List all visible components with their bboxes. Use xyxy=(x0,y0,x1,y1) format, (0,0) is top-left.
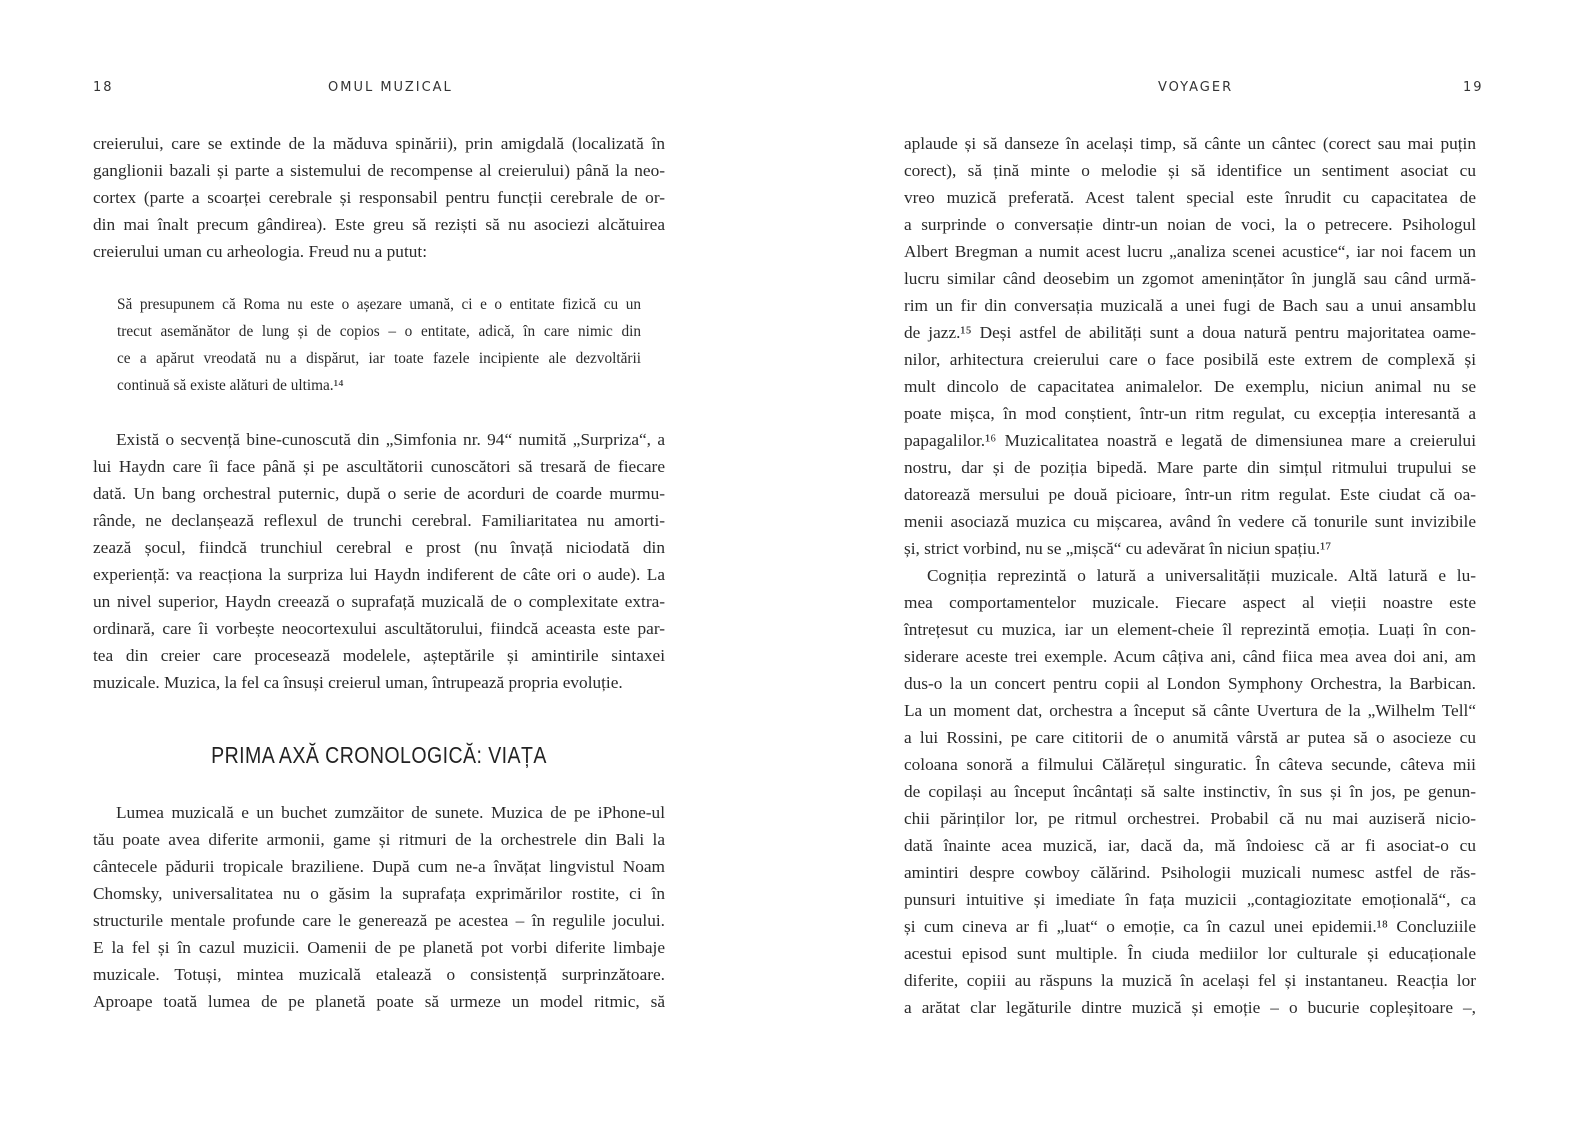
text-line: creierului, care se extinde de la măduva spinării), prin amigdală (localizată în xyxy=(93,134,665,153)
text-line: Lumea muzicală e un buchet zumzăitor de sunete. Muzica de pe iPhone-ul xyxy=(116,803,665,822)
text-line: muzicale. Muzica, la fel ca însuși creierul uman, întrupează propria evoluție. xyxy=(93,673,623,692)
text-line: Să presupunem că Roma nu este o așezare umană, ci e o entitate fizică cu un xyxy=(117,296,641,313)
text-line: corect), să țină minte o melodie și să identifice un sentiment asociat cu xyxy=(904,161,1476,180)
running-head: OMUL MUZICAL xyxy=(328,80,453,95)
text-line: cortex (parte a scoarței cerebrale și responsabil pentru funcții cerebrale de or- xyxy=(93,188,665,207)
text-line: Albert Bregman a numit acest lucru „analiza scenei acustice“, iar noi facem un xyxy=(904,242,1476,261)
text-line: poate mișca, în mod conștient, într-un ritm regulat, cu excepția interesantă a xyxy=(904,404,1476,423)
text-line: cântecele pădurii tropicale braziliene. După cum ne-a învățat lingvistul Noam xyxy=(93,857,665,876)
text-line: tea din creier care procesează modelele, așteptările și amintirile sintaxei xyxy=(93,646,665,665)
text-line: și, strict vorbind, nu se „mișcă“ cu adevărat în niciun spațiu.¹⁷ xyxy=(904,539,1332,558)
text-line: Chomsky, universalitatea nu o găsim la suprafața exprimărilor rostite, ci în xyxy=(93,884,665,903)
text-line: nostru, dar și de poziția bipedă. Mare parte din simțul ritmului trupului se xyxy=(904,458,1476,477)
running-head: VOYAGER xyxy=(1158,80,1234,95)
paragraph xyxy=(93,426,665,696)
text-line: mea comportamentelor muzicale. Fiecare aspect al vieții noastre este xyxy=(904,593,1476,612)
text-line: siderare aceste trei exemple. Acum câțiva ani, când fiica mea avea doi ani, am xyxy=(904,647,1476,666)
text-line: dată. Un bang orchestral puternic, după o serie de acorduri de coarde murmu- xyxy=(93,484,665,503)
text-line: dată înainte acea muzică, iar, dacă da, mă îndoiesc că ar fi asociat-o cu xyxy=(904,836,1476,855)
text-line: coloana sonoră a filmului Călărețul singuratic. În câteva secunde, câteva mii xyxy=(904,755,1476,774)
text-line: rim un fir din conversația muzicală a unei fugi de Bach sau a unui ansamblu xyxy=(904,296,1476,315)
text-line: Cogniția reprezintă o latură a universalității muzicale. Altă latură e lu- xyxy=(927,566,1476,585)
text-line: dus-o la un concert pentru copii al London Symphony Orchestra, la Barbican. xyxy=(904,674,1476,693)
text-line: trecut asemănător de lung și de copios – o entitate, adică, în care nimic din xyxy=(117,323,641,340)
text-line: de copilași au început încântați să salte instinctiv, în sus și în jos, pe genun- xyxy=(904,782,1476,801)
text-line: ce a apărut vreodată nu a dispărut, iar toate fazele incipiente ale dezvoltării xyxy=(117,350,641,367)
text-line: întrețesut cu muzica, iar un element-cheie îl reprezintă emoția. Luați în con- xyxy=(904,620,1476,639)
text-line: un nivel superior, Haydn creează o suprafață muzicală de o complexitate extra- xyxy=(93,592,665,611)
text-line: lui Haydn care îi face până și pe ascultătorii cunoscători să tresară de fiecare xyxy=(93,457,665,476)
page-number: 18 xyxy=(93,80,114,95)
text-line: a arătat clar legăturile dintre muzică și emoție – o bucurie copleșitoare –, xyxy=(904,998,1476,1017)
paragraph xyxy=(904,130,1476,562)
text-line: acestui episod sunt multiple. În ciuda mediilor lor culturale și educaționale xyxy=(904,944,1476,963)
text-line: aplaude și să danseze în același timp, să cânte un cântec (corect sau mai puțin xyxy=(904,134,1476,153)
page-number: 19 xyxy=(1463,80,1484,95)
right-page xyxy=(798,0,1596,1133)
text-line: experiență: va reacționa la surpriza lui Haydn indiferent de câte ori o aude). La xyxy=(93,565,665,584)
text-line: papagalilor.¹⁶ Muzicalitatea noastră e legată de dimensiunea mare a creierului xyxy=(904,431,1476,450)
text-line: zează șocul, fiindcă trunchiul cerebral e prost (nu învață niciodată din xyxy=(93,538,665,557)
text-line: muzicale. Totuși, mintea muzicală etalează o consistență surprinzătoare. xyxy=(93,965,665,984)
paragraph xyxy=(93,130,665,265)
text-line: ganglionii bazali și parte a sistemului de recompense al creierului) până la neo- xyxy=(93,161,665,180)
section-heading: PRIMA AXĂ CRONOLOGICĂ: VIAȚA xyxy=(211,742,547,768)
text-line: nilor, arhitectura creierului care o face posibilă este extrem de complexă și xyxy=(904,350,1476,369)
text-line: din mai înalt precum gândirea). Este greu să reziști să nu asociezi alcătuirea xyxy=(93,215,665,234)
text-line: structurile mentale profunde care le generează pe acestea – în regulile jocului. xyxy=(93,911,665,930)
text-line: vreo muzică preferată. Acest talent special este înrudit cu capacitatea de xyxy=(904,188,1476,207)
text-line: La un moment dat, orchestra a început să cânte Uvertura de la „Wilhelm Tell“ xyxy=(904,701,1476,720)
text-line: diferite, copiii au răspuns la muzică în același fel și instantaneu. Reacția lor xyxy=(904,971,1476,990)
paragraph xyxy=(93,799,665,1015)
text-line: chii părinților lor, pe ritmul orchestrei. Probabil că nu mai auziseră nicio- xyxy=(904,809,1476,828)
text-line: a surprinde o conversație dintr-un noian de voci, la o petrecere. Psihologul xyxy=(904,215,1476,234)
text-line: a lui Rossini, pe care cititorii de o anumită vârstă ar putea să o asocieze cu xyxy=(904,728,1476,747)
text-line: și cum cineva ar fi „luat“ o emoție, ca în cazul unei epidemii.¹⁸ Concluziile xyxy=(904,917,1476,936)
text-line: punsuri intuitive și imediate în fața muzicii „contagiozitate emoțională“, ca xyxy=(904,890,1476,909)
text-line: Aproape toată lumea de pe planetă poate să urmeze un model ritmic, să xyxy=(93,992,665,1011)
text-line: tău poate avea diferite armonii, game și ritmuri de la orchestrele din Bali la xyxy=(93,830,665,849)
text-line: E la fel și în cazul muzicii. Oamenii de pe planetă pot vorbi diferite limbaje xyxy=(93,938,665,957)
paragraph xyxy=(904,562,1476,1021)
text-line: Există o secvență bine-cunoscută din „Simfonia nr. 94“ numită „Surpriza“, a xyxy=(116,430,665,449)
text-line: mult dincolo de capacitatea animalelor. De exemplu, niciun animal nu se xyxy=(904,377,1476,396)
text-line: rânde, ne declanșează reflexul de trunchi cerebral. Familiaritatea nu amorti- xyxy=(93,511,665,530)
text-line: datorează mersului pe două picioare, într-un ritm regulat. Este ciudat că oa- xyxy=(904,485,1476,504)
text-line: lucru similar când deosebim un zgomot amenințător în junglă sau când urmă- xyxy=(904,269,1476,288)
text-line: de jazz.¹⁵ Deși astfel de abilități sunt a doua natură pentru majoritatea oame- xyxy=(904,323,1476,342)
text-line: ordinară, care îi vorbește neocortexului ascultătorului, fiindcă aceasta este par- xyxy=(93,619,665,638)
text-line: amintiri despre cowboy călărind. Psihologii muzicali numesc astfel de răs- xyxy=(904,863,1476,882)
text-line: continuă să existe alături de ultima.¹⁴ xyxy=(117,377,344,394)
block-quote xyxy=(117,291,641,399)
text-line: creierului uman cu arheologia. Freud nu a putut: xyxy=(93,242,427,261)
text-line: menii asociază muzica cu mișcarea, având în vedere că tonurile sunt invizibile xyxy=(904,512,1476,531)
